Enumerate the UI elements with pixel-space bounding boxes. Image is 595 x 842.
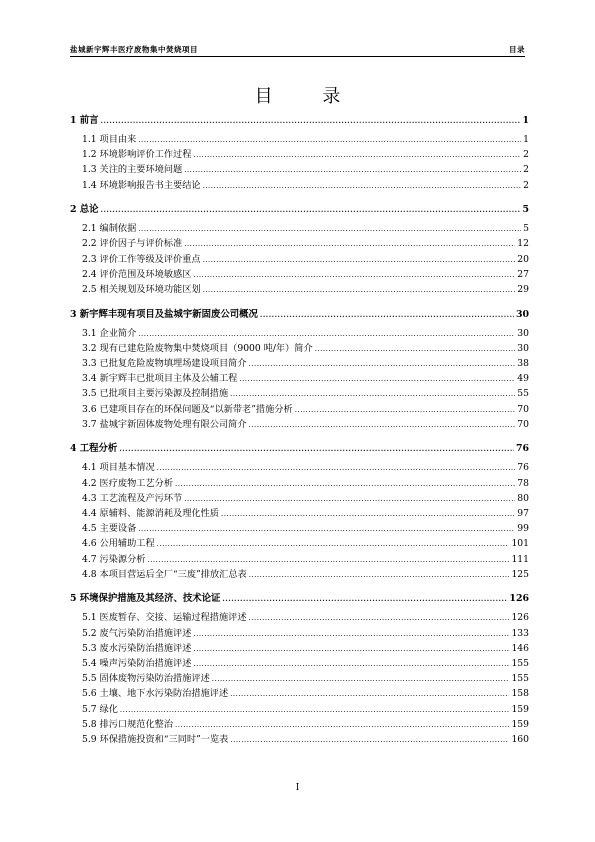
dot-leader (203, 179, 522, 194)
dot-leader (212, 672, 510, 687)
toc-entry-title: 1.2 环境影响评价工作过程 (82, 149, 192, 161)
toc-entry-title: 4.1 项目基本情况 (82, 462, 155, 474)
toc-section[interactable] (70, 460, 529, 475)
toc-section[interactable] (70, 656, 529, 671)
toc-entry-title: 2.3 评价工作等级及评价重点 (82, 253, 201, 265)
toc-entry-title: 4.7 污染源分析 (82, 553, 146, 565)
toc-section[interactable] (70, 641, 529, 656)
toc-entry-title: 2.2 评价因子与评价标准 (82, 238, 183, 250)
toc-entry-page: 80 (517, 492, 529, 504)
toc-entry-page: 158 (511, 688, 529, 700)
dot-leader (175, 718, 509, 733)
dot-leader (147, 553, 509, 568)
toc-section[interactable] (70, 221, 529, 236)
dot-leader (138, 222, 521, 237)
dot-leader (230, 387, 515, 402)
toc-entry-title: 4.6 公用辅助工程 (82, 538, 155, 550)
dot-leader (193, 642, 509, 657)
toc-entry-page: 76 (515, 443, 529, 455)
header-section-name: 目录 (509, 45, 525, 54)
dot-leader (184, 492, 515, 507)
toc-entry-page: 155 (511, 657, 529, 669)
dot-leader (260, 307, 514, 322)
toc-section[interactable] (70, 178, 529, 193)
dot-leader (230, 733, 509, 748)
toc-section[interactable] (70, 686, 529, 701)
toc-entry-page: 55 (517, 388, 529, 400)
toc-entry-page: 70 (517, 403, 529, 415)
toc-section[interactable] (70, 341, 529, 356)
toc-section[interactable] (70, 671, 529, 686)
toc-section[interactable] (70, 506, 529, 521)
toc-section[interactable] (70, 147, 529, 162)
table-of-contents (70, 113, 529, 747)
toc-section[interactable] (70, 521, 529, 536)
dot-leader (184, 237, 515, 252)
toc-chapter[interactable] (70, 113, 529, 128)
toc-entry-title: 4.8 本项目营运后全厂“三废”排放汇总表 (82, 568, 247, 580)
dot-leader (222, 591, 507, 606)
toc-entry-title: 1 前言 (70, 115, 99, 126)
toc-chapter[interactable] (70, 591, 529, 606)
dot-leader (193, 268, 515, 283)
toc-entry-title: 3.6 已建项目存在的环保问题及“以新带老”措施分析 (82, 403, 293, 415)
toc-entry-title: 5.3 废水污染防治措施评述 (82, 642, 192, 654)
toc-entry-title: 5.5 固体废物污染防治措施评述 (82, 673, 210, 685)
dot-leader (230, 687, 509, 702)
page-number: I (295, 783, 300, 793)
toc-entry-page: 160 (511, 733, 529, 745)
toc-section[interactable] (70, 326, 529, 341)
toc-entry-page: 111 (511, 553, 529, 565)
dot-leader (249, 418, 516, 433)
toc-section[interactable] (70, 702, 529, 717)
toc-chapter[interactable] (70, 202, 529, 217)
dot-leader (157, 461, 516, 476)
toc-entry-page: 5 (523, 223, 529, 235)
dot-leader (138, 133, 521, 148)
toc-section[interactable] (70, 252, 529, 267)
page-header (70, 41, 525, 55)
toc-section[interactable] (70, 132, 529, 147)
toc-entry-title: 2.1 编制依据 (82, 223, 137, 235)
dot-leader (193, 627, 509, 642)
toc-section[interactable] (70, 417, 529, 432)
toc-entry-title: 5.6 土壤、地下水污染防治措施评述 (82, 688, 229, 700)
dot-leader (120, 703, 510, 718)
dot-leader (193, 657, 509, 672)
toc-entry-page: 99 (517, 523, 529, 535)
toc-entry-title: 3.5 已批项目主要污染源及控制措施 (82, 388, 229, 400)
header-document-title: 盐城新宇辉丰医疗废物集中焚烧项目 (70, 45, 198, 54)
header-rule (70, 56, 525, 57)
dot-leader (239, 372, 515, 387)
toc-section[interactable] (70, 162, 529, 177)
toc-section[interactable] (70, 236, 529, 251)
toc-entry-title: 4.3 工艺流程及产污环节 (82, 492, 183, 504)
toc-entry-title: 2 总论 (70, 204, 99, 216)
toc-section[interactable] (70, 386, 529, 401)
toc-entry-title: 5.7 绿化 (82, 703, 118, 715)
toc-entry-title: 3.3 已批复危险废物填埋场建设项目简介 (82, 358, 247, 370)
toc-entry-page: 155 (511, 673, 529, 685)
toc-entry-page: 20 (517, 253, 529, 265)
toc-entry-page: 125 (511, 568, 529, 580)
dot-leader (221, 507, 515, 522)
toc-entry-title: 3.2 现有已建危险废物集中焚烧项目（9000 吨/年）简介 (82, 342, 313, 354)
dot-leader (175, 477, 515, 492)
toc-entry-page: 1 (523, 133, 529, 145)
toc-entry-page: 30 (515, 308, 529, 320)
toc-section[interactable] (70, 567, 529, 582)
toc-entry-page: 78 (517, 477, 529, 489)
toc-entry-title: 5.1 医废暂存、交接、运输过程措施评述 (82, 612, 247, 624)
toc-section[interactable] (70, 491, 529, 506)
toc-entry-page: 2 (523, 149, 529, 161)
dot-leader (119, 441, 514, 456)
toc-entry-title: 4.4 原辅料、能源消耗及理化性质 (82, 508, 219, 519)
toc-entry-page: 49 (517, 373, 529, 385)
toc-entry-title: 1.1 项目由来 (82, 133, 137, 145)
dot-leader (295, 403, 516, 418)
toc-entry-page: 159 (511, 703, 529, 715)
toc-entry-title: 5.4 噪声污染防治措施评述 (82, 657, 192, 669)
toc-entry-title: 1.4 环境影响报告书主要结论 (82, 179, 201, 191)
dot-leader (249, 357, 516, 372)
toc-entry-title: 2.5 相关规划及环境功能区划 (82, 283, 201, 295)
dot-leader (249, 568, 510, 583)
toc-entry-page: 2 (523, 179, 529, 191)
dot-leader (203, 283, 516, 298)
dot-leader (193, 148, 521, 163)
dot-leader (203, 253, 516, 268)
toc-chapter[interactable] (70, 441, 529, 456)
toc-entry-title: 3.4 新宇辉丰已批项目主体及公辅工程 (82, 373, 238, 385)
toc-entry-page: 126 (511, 612, 529, 624)
toc-entry-page: 76 (517, 462, 529, 474)
toc-entry-page: 27 (517, 268, 529, 280)
toc-entry-title: 5 环境保护措施及其经济、技术论证 (70, 593, 221, 605)
dot-leader (315, 342, 516, 357)
toc-entry-title: 1.3 关注的主要环境问题 (82, 164, 183, 176)
toc-section[interactable] (70, 626, 529, 641)
dot-leader (138, 522, 515, 537)
toc-entry-page: 146 (511, 642, 529, 654)
toc-section[interactable] (70, 402, 529, 417)
toc-entry-page: 101 (511, 538, 529, 550)
dot-leader (101, 202, 521, 217)
toc-chapter[interactable] (70, 307, 529, 322)
toc-entry-page: 159 (511, 718, 529, 730)
toc-section[interactable] (70, 552, 529, 567)
toc-entry-title: 5.8 排污口规范化整治 (82, 718, 174, 730)
dot-leader (101, 113, 521, 128)
toc-entry-title: 4 工程分析 (70, 443, 118, 455)
toc-entry-page: 126 (509, 593, 529, 605)
dot-leader (184, 163, 521, 178)
toc-section[interactable] (70, 267, 529, 282)
toc-section[interactable] (70, 476, 529, 491)
toc-entry-page: 12 (517, 238, 529, 250)
toc-entry-page: 5 (522, 204, 529, 216)
toc-entry-title: 3.7 盐城宇新固体废物处理有限公司简介 (82, 418, 247, 430)
toc-section[interactable] (70, 282, 529, 297)
toc-entry-title: 3 新宇辉丰现有项目及盐城宇新固废公司概况 (70, 308, 258, 320)
toc-section[interactable] (70, 610, 529, 625)
toc-entry-page: 133 (511, 627, 529, 639)
dot-leader (138, 327, 515, 342)
toc-section[interactable] (70, 717, 529, 732)
toc-section[interactable] (70, 356, 529, 371)
page-title: 目 录 (254, 86, 363, 107)
toc-entry-page: 2 (523, 164, 529, 176)
toc-entry-title: 5.2 废气污染防治措施评述 (82, 627, 192, 639)
toc-entry-title: 5.9 环保措施投资和“三同时”一览表 (82, 733, 229, 745)
toc-section[interactable] (70, 536, 529, 551)
toc-entry-page: 30 (517, 342, 529, 354)
toc-entry-page: 38 (517, 358, 529, 370)
toc-entry-page: 30 (517, 327, 529, 339)
toc-entry-page: 70 (517, 418, 529, 430)
toc-entry-title: 4.5 主要设备 (82, 523, 137, 535)
dot-leader (249, 611, 510, 626)
toc-section[interactable] (70, 732, 529, 747)
toc-entry-title: 2.4 评价范围及环境敏感区 (82, 268, 192, 280)
toc-entry-title: 3.1 企业简介 (82, 327, 137, 339)
toc-entry-title: 4.2 医疗废物工艺分析 (82, 477, 174, 489)
toc-entry-page: 1 (522, 115, 529, 126)
dot-leader (157, 537, 510, 552)
toc-entry-page: 97 (517, 508, 529, 519)
toc-entry-page: 29 (517, 283, 529, 295)
toc-section[interactable] (70, 371, 529, 386)
